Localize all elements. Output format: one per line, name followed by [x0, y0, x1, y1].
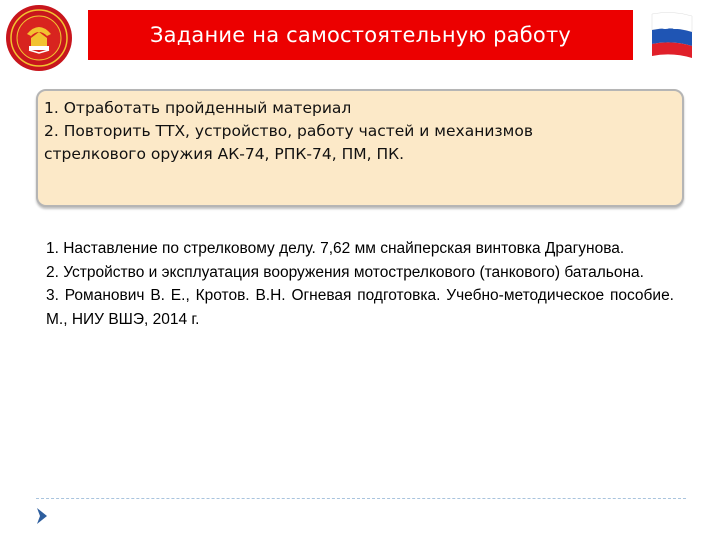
- slide-title: Задание на самостоятельную работу: [149, 23, 572, 47]
- next-slide-arrow-icon[interactable]: [36, 507, 48, 525]
- task-box: [36, 89, 684, 207]
- title-bar: [88, 10, 633, 60]
- reference-item: 3. Романович В. Е., Кротов. В.Н. Огневая подготовка. Учебно-методическое пособие. М., НИУ ВШЭ, 2014 г.: [46, 287, 674, 328]
- references-list: [46, 237, 674, 331]
- military-academy-emblem-icon: [5, 4, 73, 72]
- task-line: 1. Отработать пройденный материал: [44, 99, 352, 117]
- reference-item: 1. Наставление по стрелковому делу. 7,62 мм снайперская винтовка Драгунова.: [46, 240, 625, 257]
- slide-number: 32: [660, 14, 684, 33]
- reference-item: 2. Устройство и эксплуатация вооружения мотострелкового (танкового) батальона.: [46, 263, 644, 281]
- task-line: 2. Повторить ТТХ, устройство, работу частей и механизмов: [44, 122, 533, 140]
- russian-flag-icon: [650, 10, 694, 60]
- footer-divider: [36, 498, 686, 499]
- task-line: стрелкового оружия АК-74, РПК-74, ПМ, ПК.: [44, 145, 405, 163]
